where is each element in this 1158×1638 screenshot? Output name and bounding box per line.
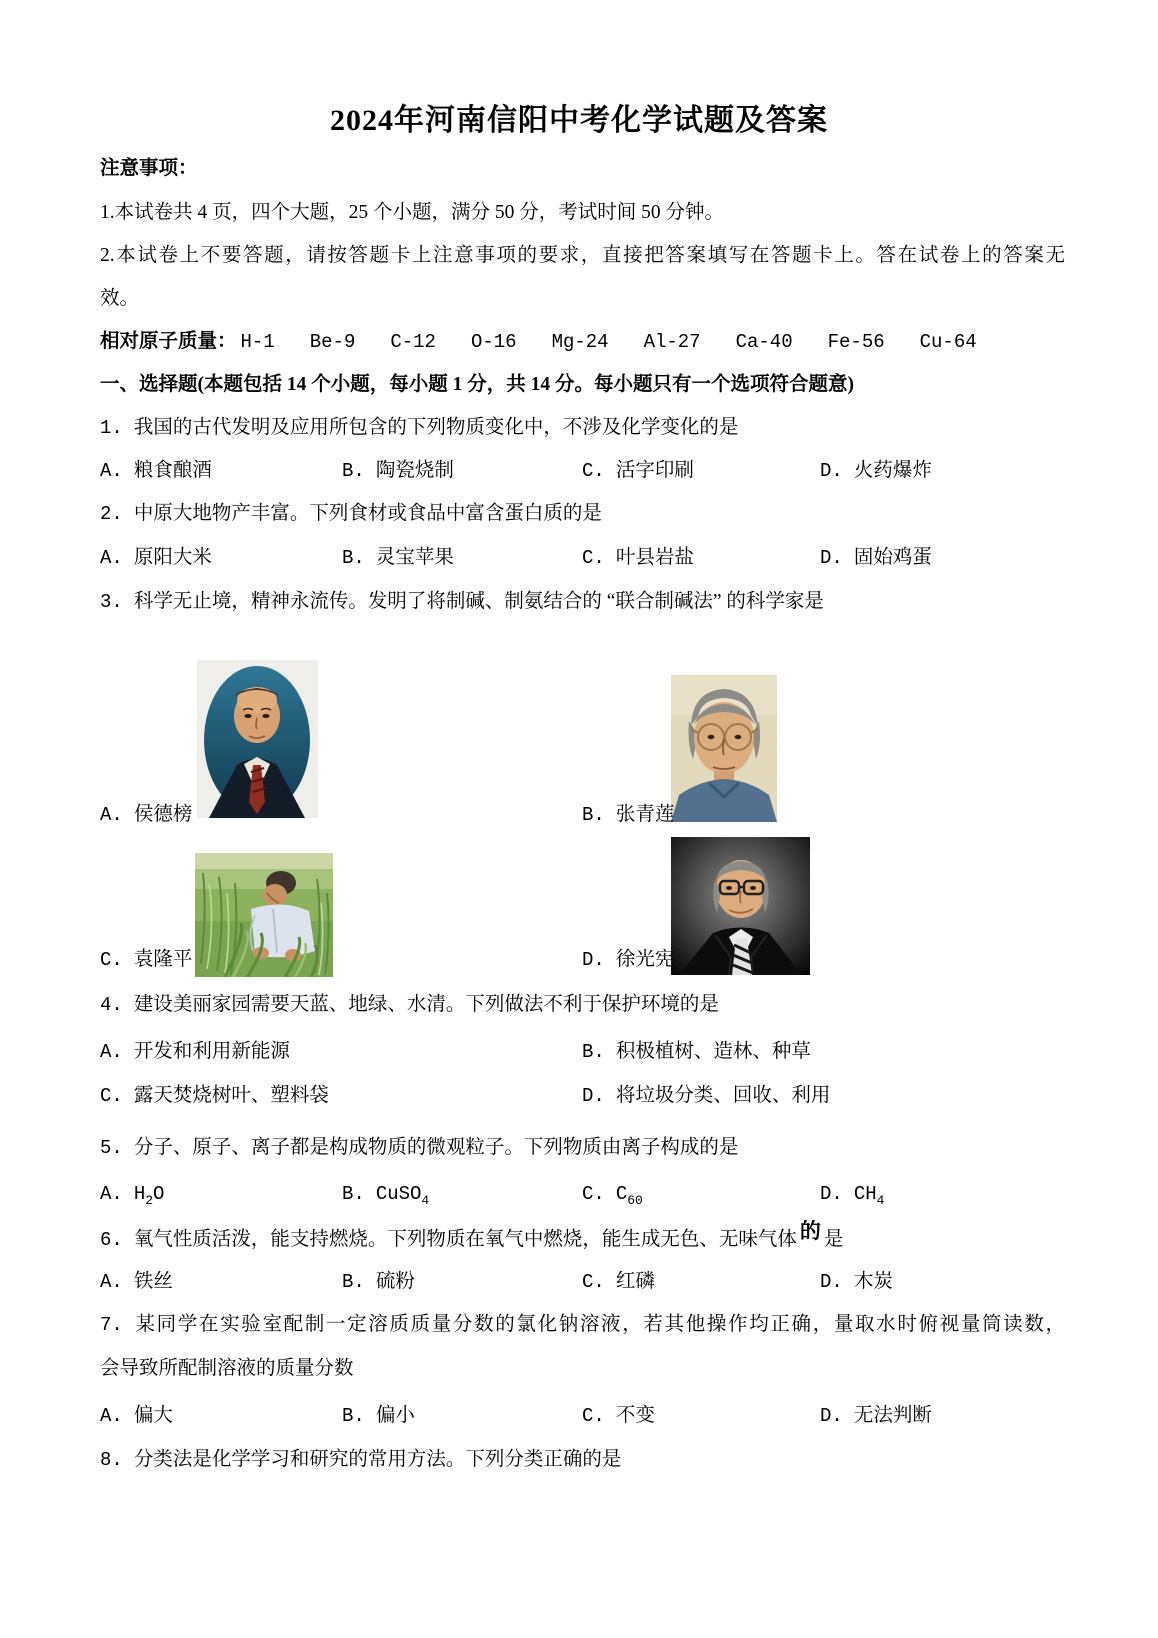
q6-options bbox=[100, 1260, 1100, 1304]
q1-option-c-text: 活字印刷 bbox=[615, 460, 694, 481]
q6-option-d-letter: D. bbox=[820, 1271, 843, 1293]
q4-option-b-letter: B. bbox=[582, 1041, 605, 1063]
q7-option-b-letter: B. bbox=[342, 1405, 365, 1427]
q6-stem bbox=[100, 1216, 1100, 1260]
q6-option-b-text: 硫粉 bbox=[375, 1271, 415, 1292]
q3-option-d bbox=[582, 938, 674, 982]
q2-option-a-text: 原阳大米 bbox=[133, 547, 212, 568]
q1-option-b-letter: B. bbox=[342, 460, 365, 482]
q3-number: 3. bbox=[100, 591, 123, 613]
q5-option-d-letter: D. bbox=[820, 1183, 843, 1205]
q3-stem-text: 科学无止境，精神永流传。发明了将制碱、制氨结合的 “联合制碱法” 的科学家是 bbox=[133, 591, 824, 612]
q3-option-a-letter: A. bbox=[100, 804, 123, 826]
q1-number: 1. bbox=[100, 417, 123, 439]
notice-heading: 注意事项： bbox=[100, 158, 198, 179]
q2-option-d bbox=[820, 536, 932, 580]
q5-option-c-formula: $C_{60}$ bbox=[615, 1183, 643, 1208]
q2-option-b-text: 灵宝苹果 bbox=[375, 547, 454, 568]
q2-option-c-letter: C. bbox=[582, 547, 605, 569]
q3-option-b-letter: B. bbox=[582, 804, 605, 826]
q5-stem bbox=[100, 1126, 1100, 1170]
q4-option-d-letter: D. bbox=[582, 1085, 605, 1107]
q4-option-b bbox=[582, 1030, 811, 1074]
q4-number: 4. bbox=[100, 994, 123, 1016]
q4-stem bbox=[100, 983, 1100, 1027]
q7-option-c-letter: C. bbox=[582, 1405, 605, 1427]
q3-option-b bbox=[582, 793, 674, 837]
q3-option-a-text: 侯德榜 bbox=[133, 804, 193, 825]
q2-option-b-letter: B. bbox=[342, 547, 365, 569]
q3-stem bbox=[100, 580, 1100, 624]
q6-option-b bbox=[342, 1260, 415, 1304]
q5-options bbox=[100, 1172, 1100, 1216]
q7-option-b bbox=[342, 1394, 415, 1438]
q2-option-a-letter: A. bbox=[100, 547, 123, 569]
q7-option-b-text: 偏小 bbox=[375, 1405, 415, 1426]
q6-option-a-letter: A. bbox=[100, 1271, 123, 1293]
q5-number: 5. bbox=[100, 1137, 123, 1159]
q4-option-a bbox=[100, 1030, 290, 1074]
q6-option-c bbox=[582, 1260, 655, 1304]
q7-option-a bbox=[100, 1394, 173, 1438]
q2-number: 2. bbox=[100, 503, 123, 525]
q7-option-d-letter: D. bbox=[820, 1405, 843, 1427]
q1-option-d-text: 火药爆炸 bbox=[853, 460, 932, 481]
q7-stem-line-1 bbox=[100, 1303, 1065, 1347]
q5-stem-text: 分子、原子、离子都是构成物质的微观粒子。下列物质由离子构成的是 bbox=[133, 1137, 739, 1158]
q6-option-a-text: 铁丝 bbox=[133, 1271, 173, 1292]
q2-option-b bbox=[342, 536, 454, 580]
atomic-mass-value: C-12 bbox=[390, 331, 436, 353]
q4-option-c bbox=[100, 1074, 329, 1118]
q3-option-c bbox=[100, 938, 192, 982]
page-title: 2024年河南信阳中考化学试题及答案 bbox=[330, 104, 828, 137]
q5-option-c bbox=[582, 1172, 643, 1216]
q5-option-c-letter: C. bbox=[582, 1183, 605, 1205]
notice-item-1: 1.本试卷共 4 页，四个大题，25 个小题，满分 50 分，考试时间 50 分钟。 bbox=[100, 202, 725, 223]
q2-stem bbox=[100, 492, 1100, 536]
q1-option-d-letter: D. bbox=[820, 460, 843, 482]
q6-option-b-letter: B. bbox=[342, 1271, 365, 1293]
q4-option-c-text: 露天焚烧树叶、塑料袋 bbox=[133, 1085, 329, 1106]
q6-option-d bbox=[820, 1260, 893, 1304]
q5-option-b-formula: CuSO$_4$ bbox=[375, 1183, 430, 1208]
q7-option-c bbox=[582, 1394, 655, 1438]
q1-option-c bbox=[582, 449, 694, 493]
q7-option-d bbox=[820, 1394, 932, 1438]
q1-option-a-letter: A. bbox=[100, 460, 123, 482]
q7-option-a-text: 偏大 bbox=[133, 1405, 173, 1426]
q3-option-c-text: 袁隆平 bbox=[133, 949, 193, 970]
q4-option-b-text: 积极植树、造林、种草 bbox=[615, 1041, 811, 1062]
atomic-mass-line bbox=[100, 320, 1100, 364]
atomic-mass-label: 相对原子质量： bbox=[100, 331, 237, 352]
q2-option-c-text: 叶县岩盐 bbox=[615, 547, 694, 568]
q4-option-d-text: 将垃圾分类、回收、利用 bbox=[615, 1085, 831, 1106]
q3-option-d-text: 徐光宪 bbox=[615, 949, 675, 970]
q7-option-a-letter: A. bbox=[100, 1405, 123, 1427]
q3-option-a bbox=[100, 793, 192, 837]
q5-option-a-letter: A. bbox=[100, 1183, 123, 1205]
q7-option-c-text: 不变 bbox=[615, 1405, 655, 1426]
q4-option-a-text: 开发和利用新能源 bbox=[133, 1041, 290, 1062]
q1-option-c-letter: C. bbox=[582, 460, 605, 482]
q4-option-d bbox=[582, 1074, 830, 1118]
q6-option-c-letter: C. bbox=[582, 1271, 605, 1293]
q4-option-a-letter: A. bbox=[100, 1041, 123, 1063]
q6-number: 6. bbox=[100, 1229, 123, 1251]
q5-option-b bbox=[342, 1172, 429, 1216]
atomic-mass-value: Fe-56 bbox=[827, 331, 885, 353]
q7-options bbox=[100, 1394, 1100, 1438]
q1-stem-text: 我国的古代发明及应用所包含的下列物质变化中，不涉及化学变化的是 bbox=[133, 417, 739, 438]
q6-stem-bold-char: 的 bbox=[799, 1219, 821, 1243]
q2-option-c bbox=[582, 536, 694, 580]
q6-option-d-text: 木炭 bbox=[853, 1271, 893, 1292]
q1-option-b bbox=[342, 449, 454, 493]
atomic-mass-value: O-16 bbox=[470, 331, 517, 353]
notice-item-2-line-2: 效。 bbox=[100, 288, 140, 309]
q1-stem bbox=[100, 406, 1100, 450]
q3-option-c-letter: C. bbox=[100, 949, 123, 971]
q7-number: 7. bbox=[100, 1314, 123, 1336]
q6-option-c-text: 红磷 bbox=[615, 1271, 655, 1292]
q2-options bbox=[100, 536, 1100, 580]
q8-stem bbox=[100, 1438, 1100, 1482]
q1-option-d bbox=[820, 449, 932, 493]
atomic-mass-value: Ca-40 bbox=[735, 331, 793, 353]
q5-option-a-formula: $H_2O$ bbox=[133, 1183, 165, 1208]
q3-option-b-text: 张青莲 bbox=[615, 804, 675, 825]
atomic-mass-value: Be-9 bbox=[309, 331, 356, 353]
q5-option-d-formula: $CH_4$ bbox=[853, 1183, 885, 1208]
q4-stem-text: 建设美丽家园需要天蓝、地绿、水清。下列做法不利于保护环境的是 bbox=[133, 994, 719, 1015]
q6-stem-text: 氧气性质活泼，能支持燃烧。下列物质在氧气中燃烧，能生成无色、无味气体 bbox=[133, 1229, 797, 1250]
q4-options-cd bbox=[100, 1074, 1100, 1118]
q5-option-b-letter: B. bbox=[342, 1183, 365, 1205]
q7-option-d-text: 无法判断 bbox=[853, 1405, 932, 1426]
q5-option-d bbox=[820, 1172, 884, 1216]
q6-stem-tail: 是 bbox=[823, 1229, 844, 1250]
q6-option-a bbox=[100, 1260, 173, 1304]
q3-option-d-letter: D. bbox=[582, 949, 605, 971]
q7-stem-line-2: 会导致所配制溶液的质量分数 bbox=[100, 1358, 354, 1379]
atomic-mass-value: Al-27 bbox=[643, 331, 701, 353]
q1-options bbox=[100, 449, 1100, 493]
q5-option-a bbox=[100, 1172, 164, 1216]
q3-labels-cd bbox=[100, 938, 1100, 982]
q2-option-d-text: 固始鸡蛋 bbox=[853, 547, 932, 568]
atomic-mass-value: Mg-24 bbox=[551, 331, 609, 353]
section-1-heading: 一、选择题(本题包括 14 个小题，每小题 1 分，共 14 分。每小题只有一个选项符合题意) bbox=[100, 374, 854, 395]
q2-option-a bbox=[100, 536, 212, 580]
atomic-mass-value: H-1 bbox=[240, 331, 275, 353]
q3-labels-ab bbox=[100, 793, 1100, 837]
q4-option-c-letter: C. bbox=[100, 1085, 123, 1107]
q1-option-b-text: 陶瓷烧制 bbox=[375, 460, 454, 481]
q4-options-ab bbox=[100, 1030, 1100, 1074]
notice-item-2-line-1: 2.本试卷上不要答题，请按答题卡上注意事项的要求，直接把答案填写在答题卡上。答在试卷上的答案无 bbox=[100, 245, 1065, 266]
q2-option-d-letter: D. bbox=[820, 547, 843, 569]
atomic-mass-value: Cu-64 bbox=[919, 331, 977, 353]
q1-option-a bbox=[100, 449, 212, 493]
q8-stem-text: 分类法是化学学习和研究的常用方法。下列分类正确的是 bbox=[133, 1449, 622, 1470]
q8-number: 8. bbox=[100, 1449, 123, 1471]
q7-stem-text-1: 某同学在实验室配制一定溶质质量分数的氯化钠溶液，若其他操作均正确，量取水时俯视量筒读数， bbox=[133, 1314, 1065, 1335]
q2-stem-text: 中原大地物产丰富。下列食材或食品中富含蛋白质的是 bbox=[133, 503, 602, 524]
q1-option-a-text: 粮食酿酒 bbox=[133, 460, 212, 481]
